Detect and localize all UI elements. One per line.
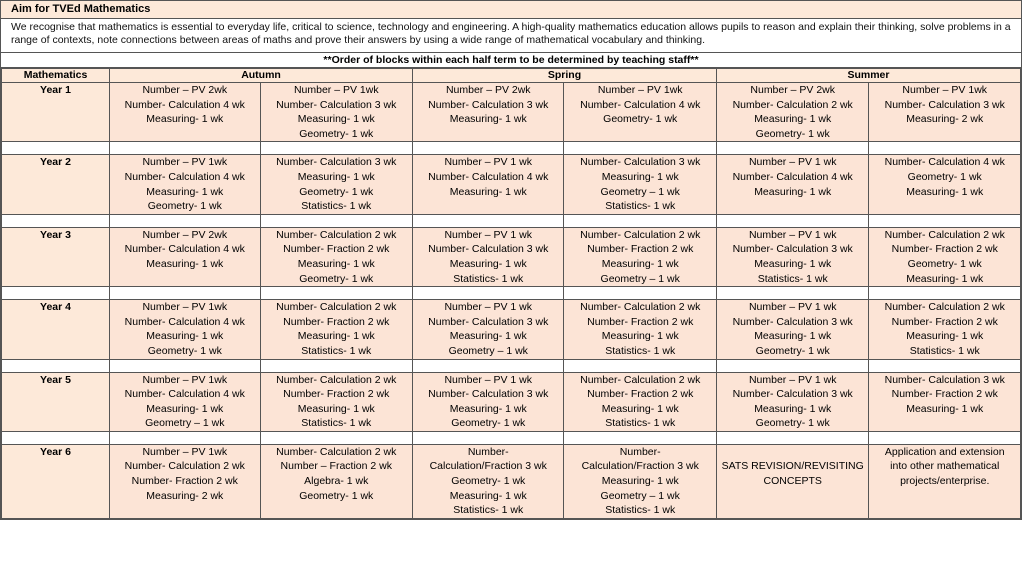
topic-line: Number- Calculation 3 wk xyxy=(428,388,549,401)
term-cell xyxy=(564,300,716,359)
table-row xyxy=(2,444,1021,518)
topic-line: Measuring- 1 wk xyxy=(449,257,527,270)
topic-line: Number- Calculation 3 wk xyxy=(732,388,853,401)
term-cell xyxy=(413,372,564,431)
topic-line: Number – PV 1wk xyxy=(293,84,379,96)
table-row xyxy=(2,300,1021,359)
term-cell xyxy=(110,83,260,142)
topic-line: Number- Calculation 3 wk xyxy=(276,156,397,169)
spacer-cell xyxy=(716,142,868,155)
topic-line: Statistics- 1 wk xyxy=(605,200,676,213)
topic-line: Number- Calculation 3 wk xyxy=(884,373,1005,386)
term-cell xyxy=(869,155,1021,214)
term-cell xyxy=(260,155,413,214)
topic-line: Measuring- 1 wk xyxy=(297,402,375,415)
topic-line: Number- Calculation 4 wk xyxy=(124,243,245,256)
table-row xyxy=(2,227,1021,286)
spacer-cell xyxy=(869,431,1021,444)
term-cell xyxy=(869,300,1021,359)
topic-line: Statistics- 1 wk xyxy=(909,344,980,357)
spacer-cell xyxy=(110,142,260,155)
topic-line: Calculation/Fraction 3 wk xyxy=(581,460,699,473)
topic-line: Geometry- 1 wk xyxy=(147,200,222,213)
topic-line: Number- Calculation 4 wk xyxy=(124,388,245,401)
topic-line: Number – PV 1wk xyxy=(142,301,228,314)
topic-line: Number – PV 1 wk xyxy=(444,373,533,386)
spacer-cell xyxy=(110,287,260,300)
spacer-row xyxy=(2,142,1021,155)
topic-line: Number- Calculation 4 wk xyxy=(884,156,1005,169)
topic-line: Number – PV 1 wk xyxy=(748,373,837,386)
spacer-cell xyxy=(110,359,260,372)
term-cell xyxy=(413,227,564,286)
topic-line: Measuring- 1 wk xyxy=(754,257,832,270)
topic-line: Measuring- 1 wk xyxy=(906,272,984,285)
topic-line: Number- Calculation 2 wk xyxy=(580,228,701,241)
spacer-cell xyxy=(716,431,868,444)
spacer-cell xyxy=(260,431,413,444)
spacer-cell xyxy=(110,214,260,227)
spacer-cell xyxy=(2,142,110,155)
intro-paragraph: We recognise that mathematics is essential to everyday life, critical to science, technology and engineering. A high-quality mathematics education allows pupils to reason and explain their thinking, solve problems in a range of contexts, note connections between areas of maths and prove their answers by using a wide range of mathematical vocabulary and thinking. xyxy=(1,19,1021,53)
topic-line: Measuring- 1 wk xyxy=(601,402,679,415)
term-cell xyxy=(564,227,716,286)
term-cell xyxy=(260,83,413,142)
topic-line: Geometry- 1 wk xyxy=(755,344,830,357)
header-subject: Mathematics xyxy=(2,69,110,83)
topic-line: Number – Fraction 2 wk xyxy=(280,460,392,473)
topic-line: Measuring- 1 wk xyxy=(754,402,832,415)
topic-line: Statistics- 1 wk xyxy=(301,200,372,213)
term-cell xyxy=(260,444,413,518)
topic-line: Number- xyxy=(619,445,661,458)
topic-line: Number- Calculation 3 wk xyxy=(428,98,549,111)
topic-line: Geometry – 1 wk xyxy=(600,272,680,285)
topic-line: Measuring- 1 wk xyxy=(754,113,832,126)
topic-line: Calculation/Fraction 3 wk xyxy=(429,460,547,473)
topic-line: Number- Fraction 2 wk xyxy=(891,315,998,328)
header-row xyxy=(2,69,1021,83)
topic-line: Number- Fraction 2 wk xyxy=(587,243,694,256)
spacer-cell xyxy=(413,287,564,300)
topic-line: Measuring- 2 wk xyxy=(906,113,984,126)
topic-line: Number- Calculation 4 wk xyxy=(124,315,245,328)
topic-line: Measuring- 1 wk xyxy=(601,475,679,488)
topic-line: Statistics- 1 wk xyxy=(605,344,676,357)
topic-line: Geometry- 1 wk xyxy=(299,272,374,285)
topic-line: Measuring- 1 wk xyxy=(146,113,224,126)
topic-line: Statistics- 1 wk xyxy=(605,504,676,517)
topic-line: Number- Calculation 3 wk xyxy=(884,98,1005,111)
topic-line: Measuring- 2 wk xyxy=(146,489,224,502)
spacer-cell xyxy=(2,214,110,227)
term-cell xyxy=(260,300,413,359)
topic-line: Number – PV 1 wk xyxy=(748,156,837,169)
spacer-cell xyxy=(260,214,413,227)
topic-line: Number- Calculation 3 wk xyxy=(732,243,853,256)
spacer-cell xyxy=(869,142,1021,155)
table-row xyxy=(2,155,1021,214)
topic-line: Measuring- 1 wk xyxy=(601,257,679,270)
year-label: Year 5 xyxy=(2,372,110,431)
topic-line: Number- Calculation 3 wk xyxy=(276,98,397,111)
topic-line: Geometry- 1 wk xyxy=(147,344,222,357)
year-label: Year 4 xyxy=(2,300,110,359)
topic-line: Measuring- 1 wk xyxy=(146,402,224,415)
spacer-cell xyxy=(869,214,1021,227)
spacer-cell xyxy=(260,287,413,300)
topic-line: Measuring- 1 wk xyxy=(754,330,832,343)
curriculum-table xyxy=(1,68,1021,519)
topic-line: Number- Calculation 4 wk xyxy=(124,98,245,111)
term-cell xyxy=(413,444,564,518)
term-cell xyxy=(869,444,1021,518)
spacer-cell xyxy=(869,359,1021,372)
term-cell xyxy=(110,227,260,286)
topic-line xyxy=(719,445,866,460)
ordering-note: **Order of blocks within each half term to be determined by teaching staff** xyxy=(1,53,1021,68)
topic-line: Statistics- 1 wk xyxy=(605,417,676,430)
topic-line: Number – PV 1wk xyxy=(597,84,683,96)
spacer-cell xyxy=(2,287,110,300)
spacer-cell xyxy=(564,431,716,444)
topic-line: Number – PV 1wk xyxy=(902,84,988,96)
topic-line: Geometry- 1 wk xyxy=(299,185,374,198)
topic-line: Number- xyxy=(467,445,509,458)
spacer-cell xyxy=(2,359,110,372)
topic-line: Number- Calculation 4 wk xyxy=(732,170,853,183)
spacer-cell xyxy=(716,287,868,300)
topic-line: Measuring- 1 wk xyxy=(906,185,984,198)
spacer-cell xyxy=(260,359,413,372)
spacer-row xyxy=(2,359,1021,372)
topic-line: Number- Calculation 2 wk xyxy=(884,301,1005,314)
topic-line: Number- Calculation 3 wk xyxy=(428,243,549,256)
term-cell xyxy=(716,155,868,214)
topic-line: Number – PV 1wk xyxy=(142,445,228,458)
topic-line: Measuring- 1 wk xyxy=(146,257,224,270)
topic-line: Number – PV 1 wk xyxy=(444,301,533,314)
topic-line: Number – PV 2wk xyxy=(750,84,836,96)
term-cell xyxy=(564,155,716,214)
topic-line: Measuring- 1 wk xyxy=(449,113,527,126)
topic-line: Number- Calculation 2 wk xyxy=(884,228,1005,241)
topic-line: Number- Calculation 4 wk xyxy=(124,170,245,183)
header-autumn: Autumn xyxy=(110,69,413,83)
topic-line: Geometry- 1 wk xyxy=(603,113,678,126)
topic-line: Measuring- 1 wk xyxy=(449,185,527,198)
topic-line: Number – PV 2wk xyxy=(445,84,531,96)
topic-line: Number- Calculation 2 wk xyxy=(276,228,397,241)
table-body xyxy=(2,83,1021,519)
topic-line: Measuring- 1 wk xyxy=(906,402,984,415)
topic-line: Geometry – 1 wk xyxy=(448,344,528,357)
topic-line: Number- Calculation 2 wk xyxy=(580,301,701,314)
topic-line: Geometry – 1 wk xyxy=(600,185,680,198)
topic-line: Geometry- 1 wk xyxy=(755,417,830,430)
topic-line: Number – PV 1 wk xyxy=(444,156,533,169)
topic-line: Number- Fraction 2 wk xyxy=(891,243,998,256)
term-cell xyxy=(869,83,1021,142)
topic-line: Number – PV 1 wk xyxy=(748,301,837,314)
topic-line: Geometry – 1 wk xyxy=(145,417,225,430)
topic-line: Measuring- 1 wk xyxy=(297,170,375,183)
topic-line: Number – PV 1wk xyxy=(142,373,228,386)
spacer-row xyxy=(2,431,1021,444)
topic-line: Measuring- 1 wk xyxy=(601,170,679,183)
spacer-cell xyxy=(564,214,716,227)
topic-line: Number – PV 1 wk xyxy=(748,228,837,241)
topic-line: Geometry – 1 wk xyxy=(600,489,680,502)
term-cell xyxy=(716,372,868,431)
topic-line: Statistics- 1 wk xyxy=(453,504,524,517)
spacer-cell xyxy=(869,287,1021,300)
year-label: Year 3 xyxy=(2,227,110,286)
spacer-cell xyxy=(2,431,110,444)
topic-line: Number – PV 2wk xyxy=(142,84,228,96)
spacer-cell xyxy=(260,142,413,155)
term-cell xyxy=(413,300,564,359)
topic-line: Measuring- 1 wk xyxy=(146,185,224,198)
term-cell xyxy=(869,227,1021,286)
topic-line: Geometry- 1 wk xyxy=(755,127,830,140)
term-cell xyxy=(564,83,716,142)
spacer-row xyxy=(2,214,1021,227)
topic-line: Geometry- 1 wk xyxy=(907,257,982,270)
topic-line: Application and extension xyxy=(884,445,1005,458)
topic-line: Statistics- 1 wk xyxy=(757,272,828,285)
topic-line: Number- Fraction 2 wk xyxy=(283,388,390,401)
spacer-cell xyxy=(413,214,564,227)
topic-line: Measuring- 1 wk xyxy=(449,330,527,343)
topic-line: Number- Calculation 2 wk xyxy=(276,301,397,314)
term-cell xyxy=(413,83,564,142)
spacer-cell xyxy=(413,142,564,155)
term-cell xyxy=(564,444,716,518)
topic-line: Measuring- 1 wk xyxy=(754,185,832,198)
term-cell xyxy=(413,155,564,214)
term-cell xyxy=(260,372,413,431)
spacer-cell xyxy=(564,287,716,300)
topic-line: Number- Calculation 2 wk xyxy=(732,98,853,111)
topic-line: Number- Fraction 2 wk xyxy=(131,475,238,488)
topic-line: Number- Fraction 2 wk xyxy=(283,243,390,256)
topic-line: Number- Calculation 2 wk xyxy=(276,445,397,458)
topic-line: Number – PV 1wk xyxy=(142,156,228,169)
term-cell xyxy=(716,300,868,359)
topic-line: Number- Calculation 2 wk xyxy=(580,373,701,386)
topic-line: Measuring- 1 wk xyxy=(297,330,375,343)
topic-line: Number- Calculation 3 wk xyxy=(580,156,701,169)
topic-line: Measuring- 1 wk xyxy=(449,402,527,415)
topic-line: SATS REVISION/REVISITING xyxy=(721,460,864,473)
year-label: Year 1 xyxy=(2,83,110,142)
table-row xyxy=(2,372,1021,431)
topic-line: Algebra- 1 wk xyxy=(304,475,369,488)
topic-line: projects/enterprise. xyxy=(900,475,990,488)
spacer-cell xyxy=(413,359,564,372)
topic-line: Number- Calculation 3 wk xyxy=(428,315,549,328)
document-title: Aim for TVEd Mathematics xyxy=(1,1,1021,19)
table-row xyxy=(2,83,1021,142)
topic-line: Measuring- 1 wk xyxy=(906,330,984,343)
topic-line: Measuring- 1 wk xyxy=(601,330,679,343)
topic-line: Number- Calculation 2 wk xyxy=(276,373,397,386)
topic-line: Number- Calculation 3 wk xyxy=(732,315,853,328)
term-cell xyxy=(110,155,260,214)
spacer-cell xyxy=(716,214,868,227)
spacer-row xyxy=(2,287,1021,300)
term-cell xyxy=(869,372,1021,431)
topic-line: Number- Fraction 2 wk xyxy=(283,315,390,328)
topic-line: Geometry- 1 wk xyxy=(451,417,526,430)
term-cell xyxy=(110,372,260,431)
topic-line: Number- Fraction 2 wk xyxy=(587,388,694,401)
topic-line: Number- Fraction 2 wk xyxy=(891,388,998,401)
topic-line: Number- Calculation 2 wk xyxy=(124,460,245,473)
header-summer: Summer xyxy=(716,69,1020,83)
topic-line: Geometry- 1 wk xyxy=(907,170,982,183)
spacer-cell xyxy=(564,142,716,155)
year-label: Year 6 xyxy=(2,444,110,518)
topic-line: CONCEPTS xyxy=(763,475,822,488)
topic-line: Geometry- 1 wk xyxy=(299,489,374,502)
spacer-cell xyxy=(413,431,564,444)
term-cell xyxy=(110,444,260,518)
term-cell xyxy=(260,227,413,286)
topic-line: Number – PV 2wk xyxy=(142,228,228,241)
spacer-cell xyxy=(716,359,868,372)
topic-line: Number- Calculation 4 wk xyxy=(580,98,701,111)
term-cell xyxy=(110,300,260,359)
topic-line: Number – PV 1 wk xyxy=(444,228,533,241)
topic-line: Measuring- 1 wk xyxy=(449,489,527,502)
spacer-cell xyxy=(110,431,260,444)
topic-line: Measuring- 1 wk xyxy=(297,113,375,126)
topic-line: Number- Calculation 4 wk xyxy=(428,170,549,183)
year-label: Year 2 xyxy=(2,155,110,214)
term-cell xyxy=(716,83,868,142)
topic-line: Geometry- 1 wk xyxy=(299,127,374,140)
topic-line: into other mathematical xyxy=(890,460,1000,473)
topic-line: Number- Fraction 2 wk xyxy=(587,315,694,328)
term-cell xyxy=(564,372,716,431)
topic-line: Statistics- 1 wk xyxy=(453,272,524,285)
topic-line: Geometry- 1 wk xyxy=(451,475,526,488)
topic-line: Statistics- 1 wk xyxy=(301,344,372,357)
topic-line: Measuring- 1 wk xyxy=(297,257,375,270)
topic-line: Statistics- 1 wk xyxy=(301,417,372,430)
term-cell xyxy=(716,444,868,518)
spacer-cell xyxy=(564,359,716,372)
header-spring: Spring xyxy=(413,69,717,83)
term-cell xyxy=(716,227,868,286)
topic-line: Measuring- 1 wk xyxy=(146,330,224,343)
